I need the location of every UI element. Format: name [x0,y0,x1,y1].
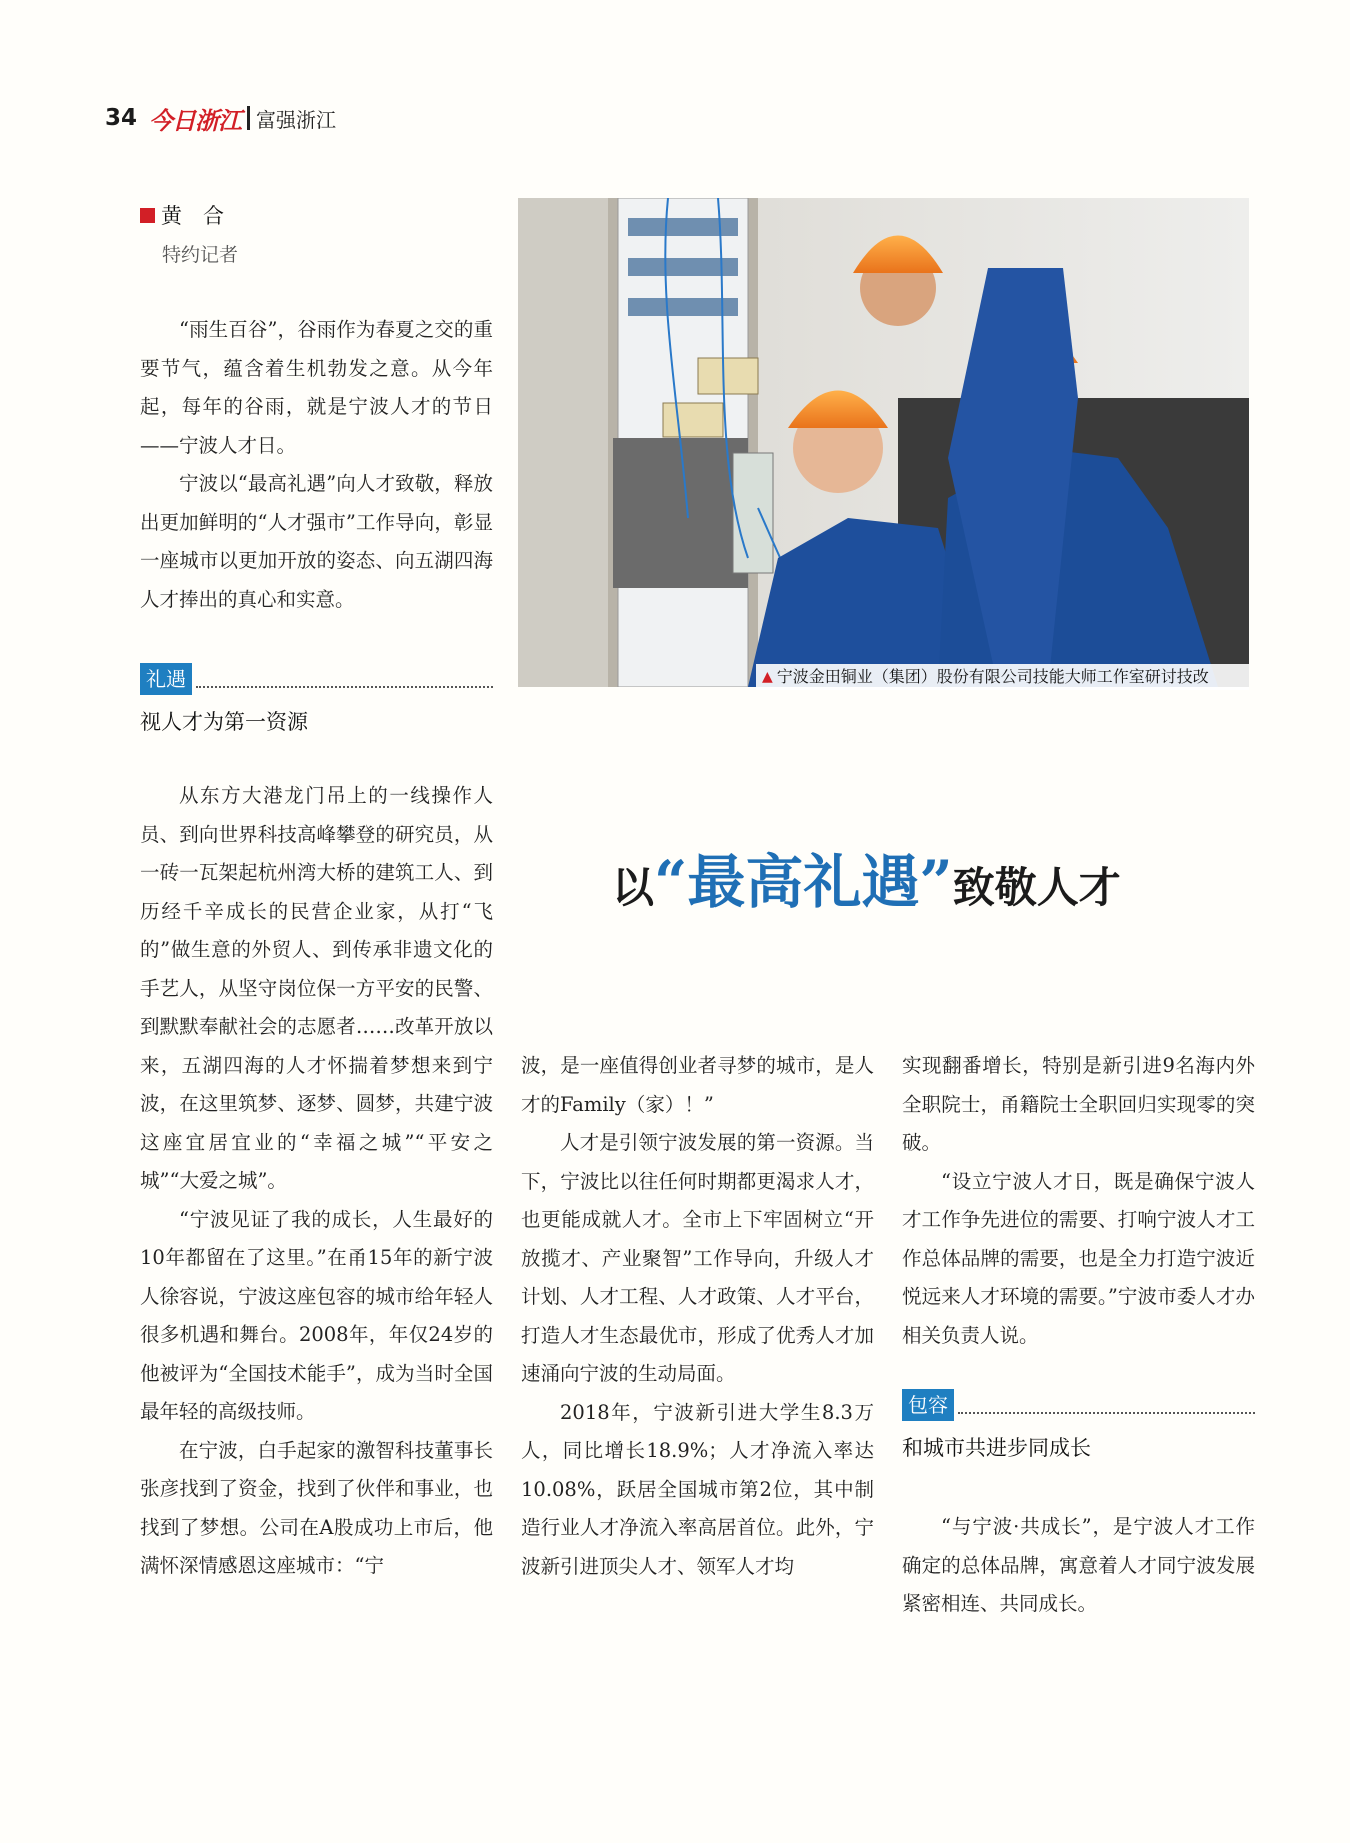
paragraph: 宁波以“最高礼遇”向人才致敬，释放出更加鲜明的“人才强市”工作导向，彰显一座城市以更加开放的姿态、向五湖四海人才捧出的真心和实意。 [140,472,493,611]
section-heading-baorong [902,1388,1255,1462]
section-heading-liyu [140,662,493,736]
paragraph: 从东方大港龙门吊上的一线操作人员、到向世界科技高峰攀登的研究员，从一砖一瓦架起杭州湾大桥的建筑工人、到历经千辛成长的民营企业家，从打“飞的”做生意的外贸人、到传承非遗文化的手艺人，从坚守岗位保一方平安的民警、到默默奉献社会的志愿者……改革开放以来，五湖四海的人才怀揣着梦想来到宁波，在这里筑梦、逐梦、圆梦，共建宁波这座宜居宜业的“幸福之城”“平安之城”“大爱之城”。 [140,784,493,1192]
author-name-row [140,200,238,230]
workers-at-control-cabinet-image [518,198,1249,687]
paragraph: 波，是一座值得创业者寻梦的城市，是人才的Family（家）！” [521,1054,874,1116]
title-prefix: 以 [612,863,655,912]
dotted-rule [958,1396,1255,1414]
article-photo [518,198,1249,687]
column-2-text [521,1047,874,1586]
paragraph: 人才是引领宁波发展的第一资源。当下，宁波比以往任何时期都更渴求人才，也更能成就人才。全市上下牢固树立“开放揽才、产业聚智”工作导向，升级人才计划、人才工程、人才政策、人才平台，打造人才生态最优市，形成了优秀人才加速涌向宁波的生动局面。 [521,1131,874,1385]
column-3-closing-text [902,1508,1255,1624]
title-highlight: “最高礼遇” [654,848,953,916]
section-tag: 包容 [902,1389,954,1421]
paragraph: 2018年，宁波新引进大学生8.3万人，同比增长18.9%；人才净流入率达10.08%，跃居全国城市第2位，其中制造行业人才净流入率高居首位。此外，宁波新引进顶尖人才、领军人才均 [521,1400,874,1578]
column-3-text [902,1047,1255,1355]
column-1-text [140,777,493,1586]
paragraph: 在宁波，白手起家的激智科技董事长张彦找到了资金，找到了伙伴和事业，也找到了梦想。公司在A股成功上市后，他满怀深情感恩这座城市：“宁 [140,1438,493,1577]
paragraph: 实现翻番增长，特别是新引进9名海内外全职院士，甬籍院士全职回归实现零的突破。 [902,1054,1255,1154]
author-name: 黄 合 [161,204,224,228]
paragraph: “宁波见证了我的成长，人生最好的10年都留在了这里。”在甬15年的新宁波人徐容说，宁波这座包容的城市给年轻人很多机遇和舞台。2008年，年仅24岁的他被评为“全国技术能手”，成为当时全国最年轻的高级技师。 [140,1207,493,1423]
intro-text [140,311,493,619]
section-subtitle: 视人才为第一资源 [140,710,308,734]
section-subtitle: 和城市共进步同成长 [902,1436,1091,1460]
photo-caption [756,664,1249,690]
article-title [612,835,1121,919]
caption-text: 宁波金田铜业（集团）股份有限公司技能大师工作室研讨技改 [776,667,1209,686]
header-divider [247,106,250,130]
section-name: 富强浙江 [256,107,337,132]
page-number: 34 [105,105,138,131]
title-suffix: 致敬人才 [952,863,1121,912]
dotted-rule [196,670,493,688]
paragraph: “雨生百谷”，谷雨作为春夏之交的重要节气，蕴含着生机勃发之意。从今年起，每年的谷雨，就是宁波人才的节日——宁波人才日。 [140,318,493,457]
paragraph: “与宁波·共成长”，是宁波人才工作确定的总体品牌，寓意着人才同宁波发展紧密相连、共同成长。 [902,1515,1255,1615]
red-square-icon [140,208,155,223]
paragraph: “设立宁波人才日，既是确保宁波人才工作争先进位的需要、打响宁波人才工作总体品牌的需要，也是全力打造宁波近悦远来人才环境的需要。”宁波市委人才办相关负责人说。 [902,1169,1255,1347]
author-block [140,200,238,267]
page-header [105,100,336,136]
triangle-icon: ▲ [762,669,773,685]
section-tag: 礼遇 [140,663,192,695]
magazine-logo: 今日浙江 [149,105,242,135]
author-role: 特约记者 [162,244,239,266]
